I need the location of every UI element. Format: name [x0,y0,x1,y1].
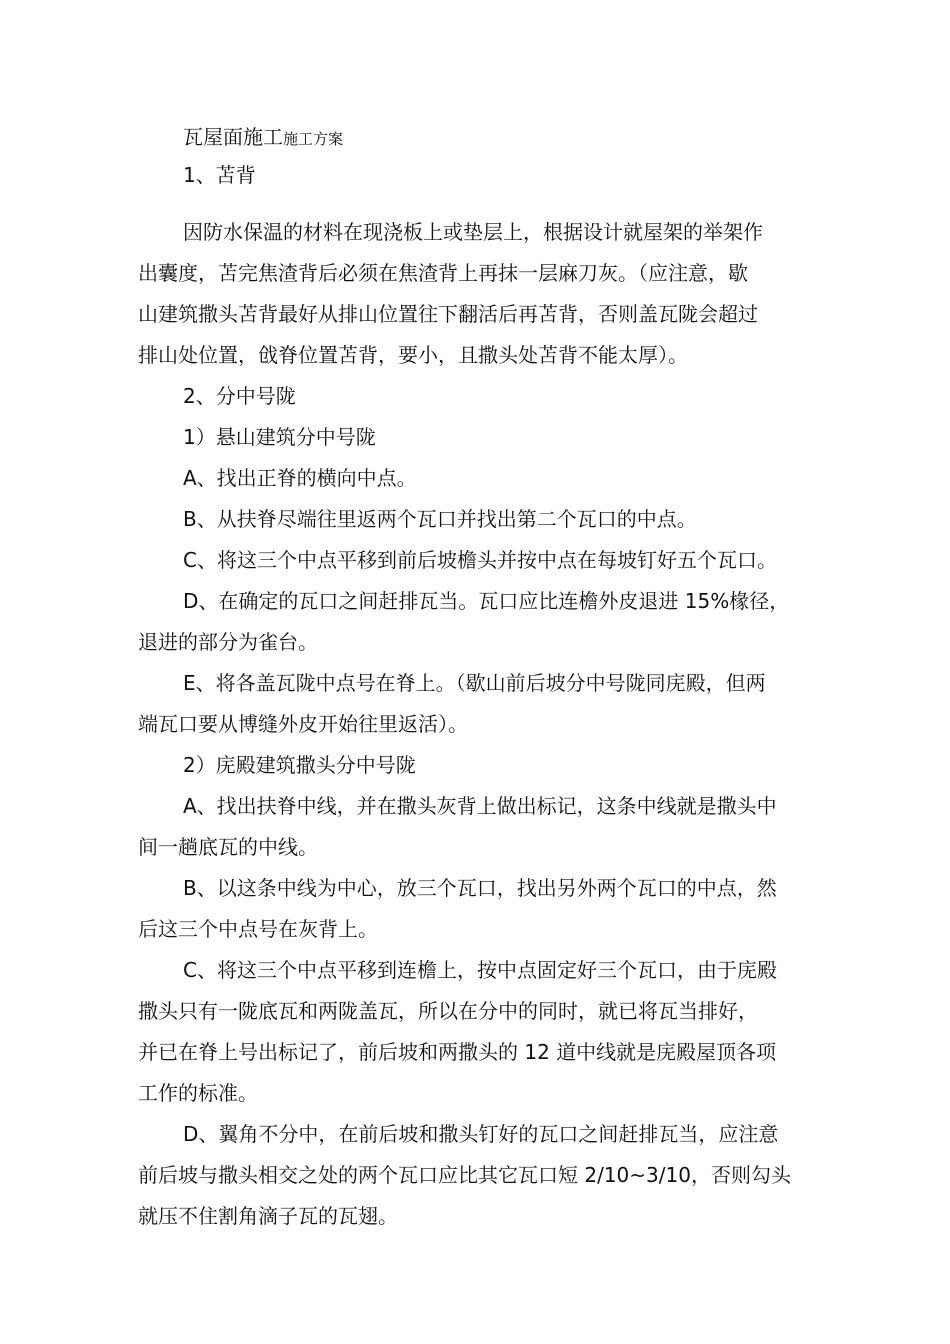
paragraph-line: 并已在脊上号出标记了，前后坡和两撒头的 12 道中线就是庑殿屋顶各项 [138,1040,777,1064]
step-2b [138,868,818,950]
step-c: C、将这三个中点平移到前后坡檐头并按中点在每坡钉好五个瓦口。 [183,548,777,572]
section-2-heading: 2、分中号陇 [183,384,296,408]
title-sub: 施工方案 [283,130,344,148]
paragraph-line: 后这三个中点号在灰背上。 [138,917,378,941]
document-title [138,118,818,156]
paragraph-line: 出囊度，苫完焦渣背后必须在焦渣背上再抹一层麻刀灰。（应注意，歇 [138,261,748,285]
document-page [138,118,818,1237]
paragraph-line: A、找出扶脊中线，并在撒头灰背上做出标记，这条中线就是撒头中 [183,794,777,818]
paragraph-line: 排山处位置，戗脊位置苫背，要小，且撒头处苫背不能太厚）。 [138,343,688,367]
title-main: 瓦屋面施工 [183,125,283,149]
paragraph-line: 前后坡与撒头相交之处的两个瓦口应比其它瓦口短 2/10~3/10，否则勾头 [138,1163,791,1187]
paragraph-line: 退进的部分为雀台。 [138,630,318,654]
paragraph-line: D、翼角不分中，在前后坡和撒头钉好的瓦口之间赶排瓦当，应注意 [183,1122,779,1146]
paragraph-line: E、将各盖瓦陇中点号在脊上。（歇山前后坡分中号陇同庑殿，但两 [183,671,766,695]
paragraph-line: D、在确定的瓦口之间赶排瓦当。瓦口应比连檐外皮退进 15%椽径， [183,589,790,613]
paragraph-line: 工作的标准。 [138,1081,258,1105]
step-2c [138,950,818,1114]
step-2d [138,1114,818,1237]
section-1-paragraph [138,212,818,376]
subsection-2-heading: 2）庑殿建筑撒头分中号陇 [183,753,416,777]
paragraph-line: 撒头只有一陇底瓦和两陇盖瓦，所以在分中的同时，就已将瓦当排好， [138,999,758,1023]
paragraph-line: 因防水保温的材料在现浇板上或垫层上，根据设计就屋架的举架作 [183,220,763,244]
section-1-heading: 1、苫背 [183,163,256,187]
paragraph-line: C、将这三个中点平移到连檐上，按中点固定好三个瓦口，由于庑殿 [183,958,777,982]
paragraph-line: 就压不住割角滴子瓦的瓦翅。 [138,1204,398,1228]
paragraph-line: 端瓦口要从博缝外皮开始往里返活）。 [138,712,468,736]
subsection-1-heading: 1）悬山建筑分中号陇 [183,425,376,449]
step-2a [138,786,818,868]
paragraph-line: B、以这条中线为中心，放三个瓦口，找出另外两个瓦口的中点，然 [183,876,777,900]
paragraph-line: 间一趟底瓦的中线。 [138,835,318,859]
spacer [138,194,818,212]
step-b: B、从扶脊尽端往里返两个瓦口并找出第二个瓦口的中点。 [183,507,697,531]
step-d [138,581,818,663]
step-e [138,663,818,745]
paragraph-line: 山建筑撒头苫背最好从排山位置往下翻活后再苫背，否则盖瓦陇会超过 [138,302,758,326]
step-a: A、找出正脊的横向中点。 [183,466,417,490]
